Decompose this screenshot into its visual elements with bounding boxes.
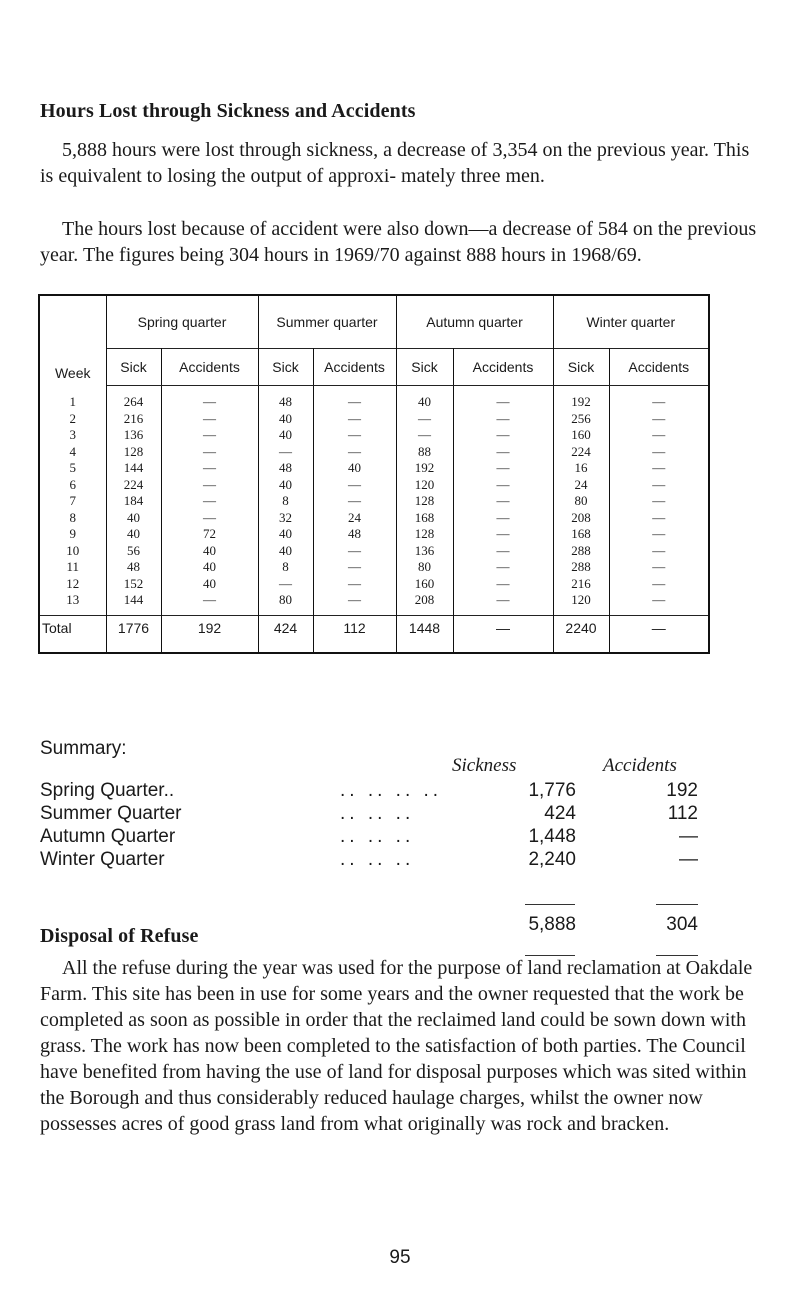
table-row — [39, 526, 709, 543]
value-cell: — — [453, 592, 553, 615]
value-cell: — — [396, 411, 453, 428]
table-row — [39, 477, 709, 494]
value-cell: — — [609, 477, 709, 494]
summary-row — [40, 803, 760, 826]
value-cell: — — [609, 510, 709, 527]
table-row — [39, 427, 709, 444]
value-cell: 8 — [258, 493, 313, 510]
value-cell: 216 — [553, 576, 609, 593]
accidents-header: Accidents — [161, 349, 258, 386]
quarter-header: Spring quarter — [106, 295, 258, 349]
value-cell: 168 — [396, 510, 453, 527]
value-cell: 40 — [258, 427, 313, 444]
table-row — [39, 411, 709, 428]
value-cell: 8 — [258, 559, 313, 576]
value-cell: 136 — [396, 543, 453, 560]
value-cell: 40 — [313, 460, 396, 477]
value-cell: — — [313, 559, 396, 576]
paragraph-sickness-hours: 5,888 hours were lost through sickness, a decrease of 3,354 on the previous year. This is equivalent to losing the output of approxi- mately three men. — [40, 139, 750, 187]
table-row — [39, 444, 709, 461]
value-cell: — — [453, 386, 553, 411]
value-cell: — — [453, 477, 553, 494]
paragraph-accident-hours: The hours lost because of accident were also down—a decrease of 584 on the previous year. The figures being 304 hours in 1969/70 against 888 hours in 1968/69. — [40, 218, 757, 266]
table-row — [39, 460, 709, 477]
value-cell: — — [161, 427, 258, 444]
total-cell: Total — [39, 615, 106, 653]
table-row — [39, 559, 709, 576]
value-cell: 144 — [106, 460, 161, 477]
value-cell: — — [161, 444, 258, 461]
value-cell: — — [609, 543, 709, 560]
week-cell: 4 — [39, 444, 106, 461]
total-cell: 1448 — [396, 615, 453, 653]
value-cell: 40 — [161, 576, 258, 593]
value-cell: 216 — [106, 411, 161, 428]
leader-dots: .. .. .. .. — [340, 780, 443, 801]
value-cell: — — [313, 543, 396, 560]
value-cell: 40 — [396, 386, 453, 411]
week-cell: 9 — [39, 526, 106, 543]
summary-sickness-value: 2,240 — [528, 849, 576, 870]
value-cell: 208 — [553, 510, 609, 527]
value-cell: 32 — [258, 510, 313, 527]
total-cell: 2240 — [553, 615, 609, 653]
summary-label: Summer Quarter — [40, 803, 182, 824]
week-cell: 3 — [39, 427, 106, 444]
sickness-header: Sickness — [452, 755, 517, 776]
value-cell: 184 — [106, 493, 161, 510]
value-cell: — — [453, 493, 553, 510]
value-cell: 72 — [161, 526, 258, 543]
value-cell: — — [313, 592, 396, 615]
week-cell: 6 — [39, 477, 106, 494]
summary-label: Autumn Quarter — [40, 826, 176, 847]
page-number: 95 — [389, 1247, 411, 1268]
value-cell: — — [609, 576, 709, 593]
value-cell: — — [609, 386, 709, 411]
value-cell: 40 — [258, 543, 313, 560]
value-cell: 256 — [553, 411, 609, 428]
value-cell: 16 — [553, 460, 609, 477]
value-cell: 56 — [106, 543, 161, 560]
sick-header: Sick — [396, 349, 453, 386]
value-cell: — — [161, 510, 258, 527]
summary-row — [40, 849, 760, 872]
total-row — [39, 615, 709, 653]
value-cell: 40 — [258, 526, 313, 543]
value-cell: 128 — [396, 526, 453, 543]
value-cell: 80 — [396, 559, 453, 576]
value-cell: 208 — [396, 592, 453, 615]
sickness-total-rule — [525, 904, 575, 905]
total-cell: — — [453, 615, 553, 653]
week-header: Week — [39, 295, 106, 386]
value-cell: 40 — [161, 543, 258, 560]
week-cell: 11 — [39, 559, 106, 576]
value-cell: — — [161, 592, 258, 615]
table-row — [39, 592, 709, 615]
total-cell: — — [609, 615, 709, 653]
week-cell: 13 — [39, 592, 106, 615]
accidents-header: Accidents — [453, 349, 553, 386]
sickness-total: 5,888 — [528, 914, 576, 935]
accidents-total-rule — [656, 904, 698, 905]
value-cell: 48 — [106, 559, 161, 576]
value-cell: 264 — [106, 386, 161, 411]
week-cell: 10 — [39, 543, 106, 560]
value-cell: 24 — [553, 477, 609, 494]
value-cell: 136 — [106, 427, 161, 444]
summary-row — [40, 780, 760, 803]
summary-title: Summary: — [40, 738, 127, 759]
value-cell: — — [161, 460, 258, 477]
value-cell: — — [258, 444, 313, 461]
value-cell: — — [258, 576, 313, 593]
value-cell: 120 — [396, 477, 453, 494]
value-cell: 128 — [396, 493, 453, 510]
value-cell: — — [609, 493, 709, 510]
value-cell: — — [609, 427, 709, 444]
value-cell: — — [609, 559, 709, 576]
value-cell: 80 — [258, 592, 313, 615]
value-cell: 128 — [106, 444, 161, 461]
summary-accidents-value: — — [679, 826, 698, 847]
value-cell: 152 — [106, 576, 161, 593]
week-cell: 8 — [39, 510, 106, 527]
summary-sickness-value: 1,776 — [528, 780, 576, 801]
value-cell: 40 — [106, 526, 161, 543]
summary-row — [40, 826, 760, 849]
value-cell: — — [313, 427, 396, 444]
value-cell: — — [313, 493, 396, 510]
leader-dots: .. .. .. — [340, 849, 415, 870]
summary-sickness-value: 424 — [544, 803, 576, 824]
value-cell: — — [453, 526, 553, 543]
value-cell: 224 — [106, 477, 161, 494]
value-cell: — — [609, 411, 709, 428]
value-cell: 40 — [258, 411, 313, 428]
summary-block — [40, 755, 760, 935]
week-cell: 7 — [39, 493, 106, 510]
value-cell: — — [609, 460, 709, 477]
value-cell: — — [313, 576, 396, 593]
value-cell: 40 — [106, 510, 161, 527]
total-cell: 112 — [313, 615, 396, 653]
value-cell: — — [313, 386, 396, 411]
value-cell: 48 — [258, 386, 313, 411]
quarter-header: Winter quarter — [553, 295, 709, 349]
value-cell: — — [161, 386, 258, 411]
total-cell: 192 — [161, 615, 258, 653]
value-cell: — — [453, 510, 553, 527]
value-cell: 48 — [313, 526, 396, 543]
summary-label: Winter Quarter — [40, 849, 165, 870]
value-cell: 160 — [396, 576, 453, 593]
week-cell: 1 — [39, 386, 106, 411]
value-cell: 288 — [553, 559, 609, 576]
table-row — [39, 386, 709, 411]
summary-accidents-value: 112 — [667, 803, 698, 824]
value-cell: — — [161, 493, 258, 510]
accidents-header: Accidents — [609, 349, 709, 386]
value-cell: — — [453, 543, 553, 560]
value-cell: — — [453, 427, 553, 444]
table-row — [39, 576, 709, 593]
value-cell: 168 — [553, 526, 609, 543]
value-cell: 24 — [313, 510, 396, 527]
accidents-header: Accidents — [603, 755, 677, 776]
table-row — [39, 493, 709, 510]
section-heading-sickness: Hours Lost through Sickness and Accidents — [40, 100, 416, 122]
value-cell: — — [313, 444, 396, 461]
value-cell: 224 — [553, 444, 609, 461]
summary-label: Spring Quarter.. — [40, 780, 175, 801]
value-cell: 40 — [161, 559, 258, 576]
value-cell: — — [453, 444, 553, 461]
sick-header: Sick — [106, 349, 161, 386]
summary-accidents-value: 192 — [666, 780, 698, 801]
value-cell: 48 — [258, 460, 313, 477]
value-cell: 160 — [553, 427, 609, 444]
week-cell: 12 — [39, 576, 106, 593]
value-cell: 288 — [553, 543, 609, 560]
value-cell: — — [453, 460, 553, 477]
quarter-header: Summer quarter — [258, 295, 396, 349]
total-cell: 424 — [258, 615, 313, 653]
section-heading-refuse: Disposal of Refuse — [40, 925, 199, 947]
value-cell: — — [396, 427, 453, 444]
value-cell: 120 — [553, 592, 609, 615]
summary-accidents-value: — — [679, 849, 698, 870]
value-cell: 144 — [106, 592, 161, 615]
value-cell: — — [453, 411, 553, 428]
value-cell: — — [609, 592, 709, 615]
leader-dots: .. .. .. — [340, 803, 415, 824]
value-cell: 40 — [258, 477, 313, 494]
accidents-header: Accidents — [313, 349, 396, 386]
total-cell: 1776 — [106, 615, 161, 653]
value-cell: — — [609, 526, 709, 543]
quarter-header: Autumn quarter — [396, 295, 553, 349]
week-cell: 5 — [39, 460, 106, 477]
leader-dots: .. .. .. — [340, 826, 415, 847]
summary-sickness-value: 1,448 — [528, 826, 576, 847]
value-cell: — — [161, 477, 258, 494]
week-cell: 2 — [39, 411, 106, 428]
value-cell: — — [161, 411, 258, 428]
summary-rows — [40, 780, 760, 872]
hours-lost-table — [38, 294, 710, 654]
value-cell: — — [609, 444, 709, 461]
table-row — [39, 543, 709, 560]
sick-header: Sick — [553, 349, 609, 386]
value-cell: 80 — [553, 493, 609, 510]
value-cell: — — [313, 477, 396, 494]
value-cell: 88 — [396, 444, 453, 461]
value-cell: 192 — [396, 460, 453, 477]
sick-header: Sick — [258, 349, 313, 386]
value-cell: — — [453, 576, 553, 593]
value-cell: — — [313, 411, 396, 428]
table-body — [39, 386, 709, 616]
value-cell: 192 — [553, 386, 609, 411]
value-cell: — — [453, 559, 553, 576]
paragraph-refuse: All the refuse during the year was used for the purpose of land reclamation at Oakdale Farm. This site has been in use for some years and the owner requested that the work be completed as soon as possible in order that the reclaimed land could be sown down with grass. The work has now been completed to the satisfaction of both parties. The Council have benefited from having the use of land for disposal purposes which was sited within the Borough and thus considerably reduced haulage charges, whilst the owner now possesses acres of good grass land from what originally was rock and bracken. — [40, 957, 753, 1135]
accidents-total: 304 — [666, 914, 698, 935]
table-row — [39, 510, 709, 527]
